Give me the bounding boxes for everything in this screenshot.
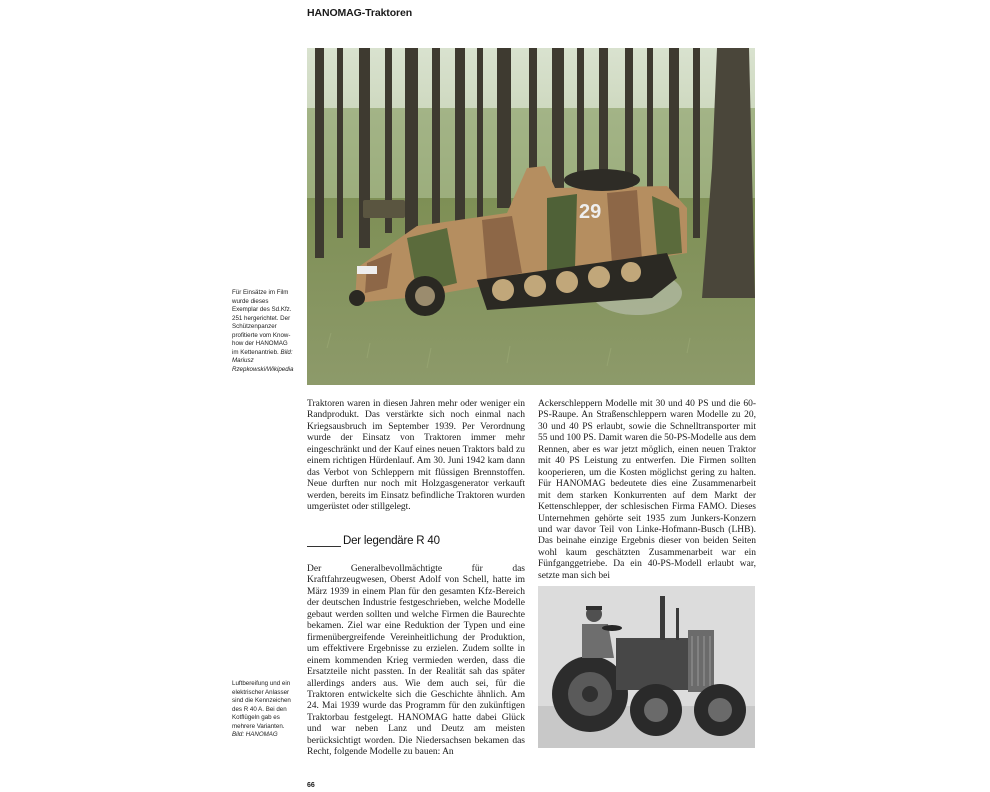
photo-caption-top	[232, 289, 294, 374]
halftrack-photo	[307, 48, 755, 385]
body-column-right	[538, 399, 756, 582]
subheading-text: Der legendäre R 40	[343, 535, 440, 547]
body-column-left-bottom	[307, 564, 525, 759]
halftrack-illustration	[307, 48, 755, 385]
tractor-photo	[538, 586, 755, 748]
photo-caption-bottom	[232, 680, 294, 740]
page-number: 66	[307, 782, 315, 789]
caption-bottom-text: Luftbereifung und ein elektrischer Anlasser sind die Kennzeichen des R 40 A. Bei den Kotflügeln gab es mehrere Varianten.	[232, 680, 291, 730]
paragraph-r40: Der Generalbevollmächtigte für das Kraftfahrzeugwesen, Oberst Adolf von Schell, hatte im März 1939 in einem Plan für den gesamten Kfz-Bereich der deutschen Industrie festgeschrieben, welche Modelle gebaut werden sollten und welche Firmen die Baurechte bekamen. Ziel war eine Reduktion der Typen und eine firmenübergreifende Vereinheitlichung der Produktion, um effektivere Ergebnisse zu erzielen. Zudem sollte in einem kommenden Krieg vermieden werden, dass die Ersatzteile nicht passten. In der Realität sah das später allerdings anders aus. Wie dem auch sei, für die Traktoren entwickelte sich die Geschichte ähnlich. Am 24. Mai 1939 wurde das Programm für den zukünftigen Traktorbau festgelegt. HANOMAG hatte dabei Glück und war neben Lanz und Deutz am meisten berücksichtigt worden. Die Niedersachsen bekamen das Recht, folgende Modelle zu bauen: An	[307, 564, 525, 758]
caption-top-text: Für Einsätze im Film wurde dieses Exemplar des Sd.Kfz. 251 hergerichtet. Der Schützenpanzer profitierte vom Know-how der HANOMAG im Kettenantrieb.	[232, 289, 292, 356]
tractor-illustration	[538, 586, 755, 748]
vehicle-number-marking: 29	[579, 201, 602, 223]
section-subheading	[307, 535, 525, 551]
caption-top-credit: Bild: Mariusz Rzepkowski/Wikipedia	[232, 348, 294, 373]
subheading-rule	[307, 546, 341, 547]
running-header-title: HANOMAG-Traktoren	[307, 7, 413, 19]
caption-bottom-credit: Bild: HANOMAG	[232, 731, 278, 739]
paragraph-continuation: Ackerschleppern Modelle mit 30 und 40 PS und die 60-PS-Raupe. An Straßenschleppern waren Modelle zu 20, 30 und 40 PS erlaubt, sowie die Schnelltransporter mit 55 und 100 PS. Damit waren die 50-PS-Modelle aus dem Rennen, aber es war jetzt möglich, einen neuen Traktor mit 40 PS Leistung zu entwerfen. Die Firmen sollten kooperieren, um die Kosten möglichst gering zu halten. Für HANOMAG bedeutete dies eine Zusammenarbeit mit dem starken Konkurrenten auf dem Markt der Kettenschlepper, der schlesischen Firma FAMO. Dieses Unternehmen gehörte seit 1935 zum Junkers-Konzern und war davor Teil von Linke-Hofmann-Busch (LHB). Das beinahe einzige Ergebnis dieser von beiden Seiten wohl kaum geschätzten Zusammenarbeit war ein Fünfganggetriebe. Da ein 40-PS-Modell erlaubt war, setzte man sich bei	[538, 399, 756, 581]
paragraph-intro: Traktoren waren in diesen Jahren mehr oder weniger ein Randprodukt. Das verstärkte sich noch einmal nach Kriegsausbruch im September 1939. Per Verordnung wurde der Einsatz von Traktoren immer mehr eingeschränkt und der Kauf eines neuen Traktors bald zu einem richtigen Hürdenlauf. Am 30. Juni 1942 kam dann das Verbot von Schleppern mit flüssigen Brennstoffen. Neue durften nur noch mit Holzgasgenerator verkauft werden, bereits im Einsatz befindliche Traktoren wurden umgerüstet oder stillgelegt.	[307, 399, 525, 513]
body-column-left-top	[307, 399, 525, 514]
